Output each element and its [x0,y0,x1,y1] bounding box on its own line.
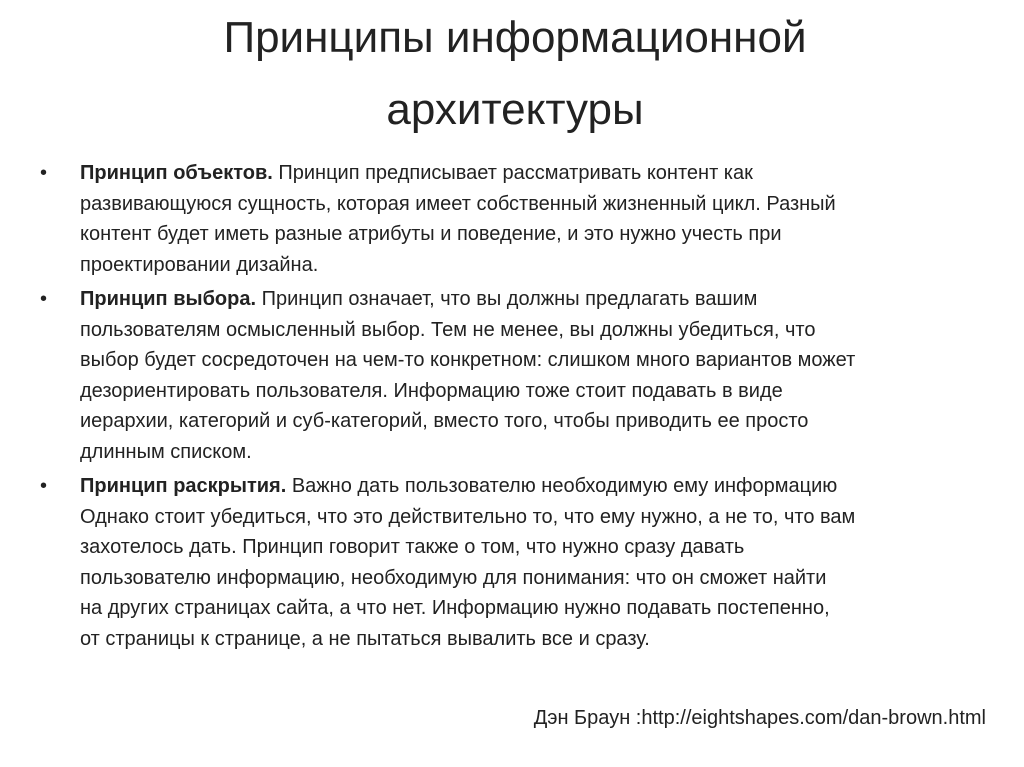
bullet-line: иерархии, категорий и суб-категорий, вместо того, чтобы приводить ее просто [80,410,809,432]
bullet-line: длинным списком. [80,440,252,463]
bullet-line: контент будет иметь разные атрибуты и поведение, и это нужно учесть при [80,223,782,245]
bullet-item-choice [40,284,990,467]
bullet-line: Однако стоит убедиться, что это действительно то, что ему нужно, а не то, что вам [80,505,856,528]
bullet-text: Принцип означает, что вы должны предлагать вашим [256,288,758,310]
bullet-line: дезориентировать пользователя. Информацию тоже стоит подавать в виде [80,379,783,402]
bullet-line: захотелось дать. Принцип говорит также о том, что нужно сразу давать [80,536,745,558]
bullet-icon: • [40,288,48,310]
bullet-lead: Принцип раскрытия. [80,475,287,497]
bullet-line: пользователям осмысленный выбор. Тем не менее, вы должны убедиться, что [80,318,816,341]
bullet-line: проектировании дизайна. [80,253,319,276]
bullet-line: выбор будет сосредоточен на чем-то конкретном: слишком много вариантов может [80,349,856,371]
bullet-lead: Принцип объектов. [80,162,273,184]
bullet-line: пользователю информацию, необходимую для понимания: что он сможет найти [80,566,827,589]
bullet-text: Принцип предписывает рассматривать контент как [272,162,753,184]
slide-title: Принципы информационной архитектуры [223,13,807,134]
bullet-line [80,158,990,189]
bullet-line: от страницы к странице, а не пытаться вывалить все и сразу. [80,627,650,650]
bullet-line: развивающуюся сущность, которая имеет собственный жизненный цикл. Разный [80,192,836,215]
bullet-line: на других страницах сайта, а что нет. Информацию нужно подавать постепенно, [80,597,830,619]
bullet-list [40,158,990,658]
bullet-icon: • [40,475,48,497]
bullet-item-disclosure [40,471,990,654]
bullet-line [80,471,990,502]
bullet-text: Важно дать пользователю необходимую ему информацию [286,475,838,497]
bullet-icon: • [40,162,48,184]
bullet-lead: Принцип выбора. [80,288,257,310]
bullet-line [80,284,990,315]
source-citation: Дэн Браун :http://eightshapes.com/dan-brown.html [533,707,986,729]
bullet-item-objects [40,158,990,280]
